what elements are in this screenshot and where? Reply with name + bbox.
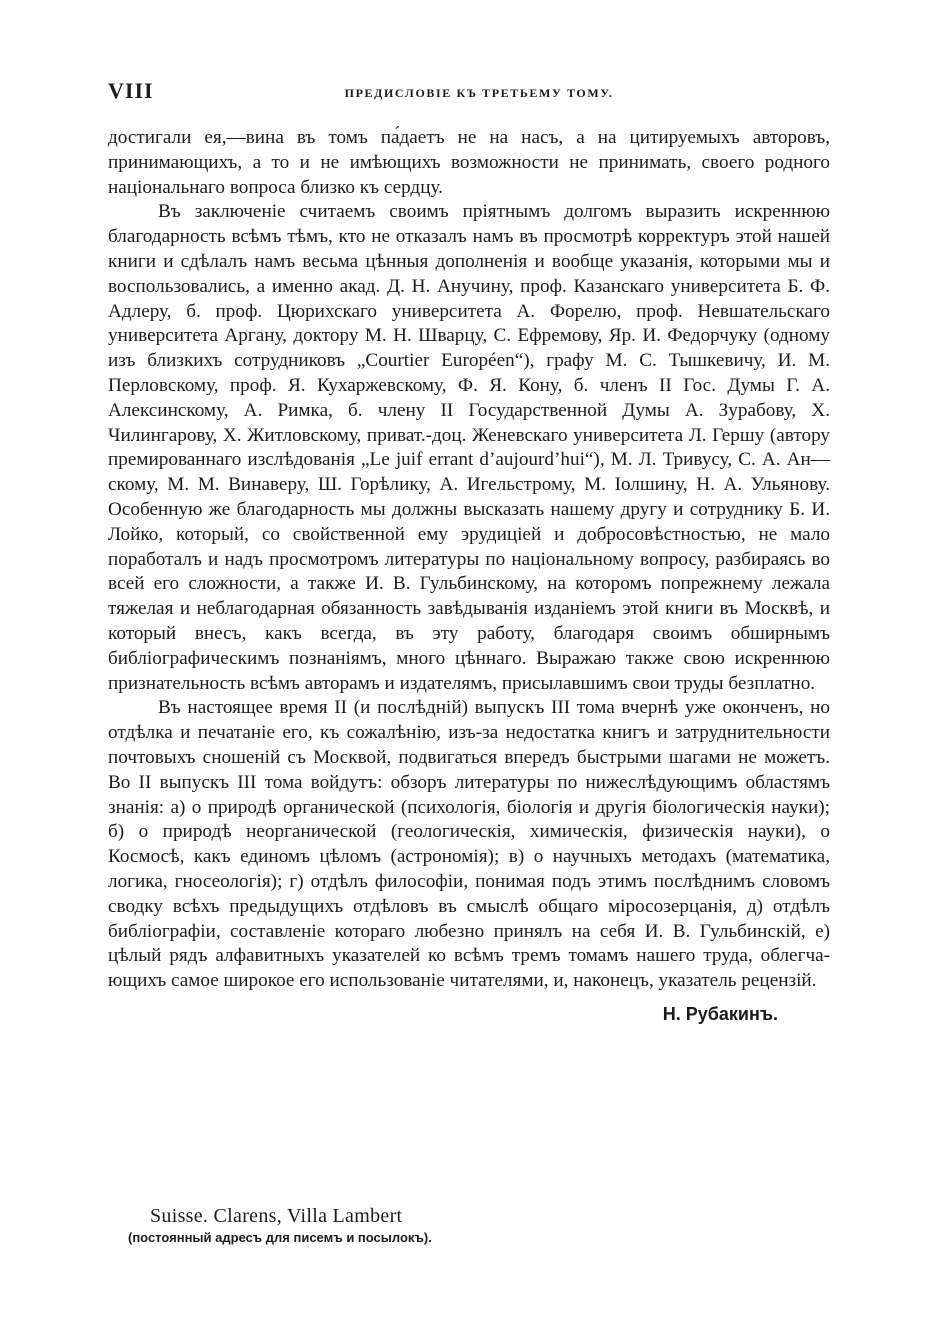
postal-address (128, 1203, 432, 1247)
body-text (108, 126, 830, 1026)
address-note: (постоянный адресъ для писемъ и посылокъ). (128, 1230, 432, 1245)
author-signature: Н. Рубакинъ. (662, 1003, 778, 1024)
address-line: Suisse. Clarens, Villa Lambert (150, 1205, 403, 1227)
paragraph-acknowledgements: Въ заключеніе считаемъ своимъ пріятнымъ долгомъ выразить искреннюю благодарность всѣмъ тѣмъ, кто не отказалъ намъ въ просмотрѣ корректуръ этой нашей книги и сдѣлалъ намъ весьма цѣнныя дополненія и вообще указанія, которыми мы и воспользовались, а именно акад. Д. Н. Анучину, проф. Казанскаго университета Б. Ф. Адлеру, б. проф. Цюрихскаго университета А. Форелю, проф. Невшательскаго университета Аргану, доктору М. Н. Шварцу, С. Ефремову, Яр. И. Федорчуку (одному изъ близкихъ сотрудниковъ „Courtier Européen“), графу М. С. Тышкевичу, И. М. Перловскому, проф. Я. Кухаржевскому, Ф. Я. Кону, б. членъ II Гос. Думы Г. А. Алексинскому, А. Римка, б. члену II Государственной Думы А. Зурабову, Х. Чилингарову, Х. Житловскому, приват.-доц. Женевскаго университета Л. Гершу (автору премированнаго изслѣдованія „Le juif errant d’aujourd’hui“), М. Л. Тривусу, С. А. Ан—скому, М. М. Винаверу, Ш. Горѣлику, А. Игельстрому, М. Іолшину, Н. А. Ульянову. Особенную же благодарность мы должны высказать нашему другу и сотруднику Б. И. Лойко, который, со свойственной ему эрудиціей и добросовѣстностью, не мало поработалъ и надъ просмотромъ литературы по національному вопросу, разбираясь во всей его сложности, а также И. В. Гульбинскому, на которомъ попрежнему лежала тяжелая и неблагодарная обязанность завѣдыванія изданіемъ этой книги въ Москвѣ, и который внесъ, какъ всегда, въ эту работу, благодаря своимъ обширнымъ библіографическимъ познаніямъ, много цѣннаго. Выражаю также свою искреннюю признательность всѣмъ авторамъ и издателямъ, присылавшимъ свои труды безплатно. (108, 201, 830, 694)
page-header (108, 78, 830, 108)
paragraph-next-issue: Въ настоящее время II (и послѣдній) выпускъ III тома вчернѣ уже оконченъ, но отдѣлка и печатаніе его, къ сожалѣнію, изъ-за недостатка книгъ и затруднительности почтовыхъ сношеній съ Москвой, подвигаться впередъ быстрыми шагами не можетъ. Во II выпускъ III тома войдутъ: обзоръ литературы по нижеслѣдующимъ областямъ знанія: а) о природѣ органической (психологія, біологія и другія біологическія науки); б) о природѣ неорганической (геологическія, химическія, физическія науки), о Космосѣ, какъ единомъ цѣломъ (астрономія); в) о научныхъ методахъ (математика, логика, гносеологія); г) отдѣлъ философіи, понимая подъ этимъ послѣднимъ словомъ сводку всѣхъ предыдущихъ отдѣловъ въ смыслѣ общаго міросозерцанія, д) отдѣлъ библіографіи, составленіе котораго любезно принялъ на себя И. В. Гульбинскій, е) цѣлый рядъ алфавитныхъ указателей ко всѣмъ тремъ томамъ нашего труда, облегчающихъ самое широкое его использованіе читателями, и, наконецъ, указатель рецензій. (108, 697, 830, 992)
page-number: VIII (108, 78, 154, 103)
running-title: ПРЕДИСЛОВІЕ КЪ ТРЕТЬЕМУ ТОМУ. (344, 86, 614, 100)
paragraph-continuation: достигали ея,—вина въ томъ па́даетъ не на насъ, а на цитируемыхъ авторовъ, принимающихъ, а то и не имѣющихъ возможности не принимать, своего родного національнаго вопроса близко къ сердцу. (108, 127, 830, 198)
